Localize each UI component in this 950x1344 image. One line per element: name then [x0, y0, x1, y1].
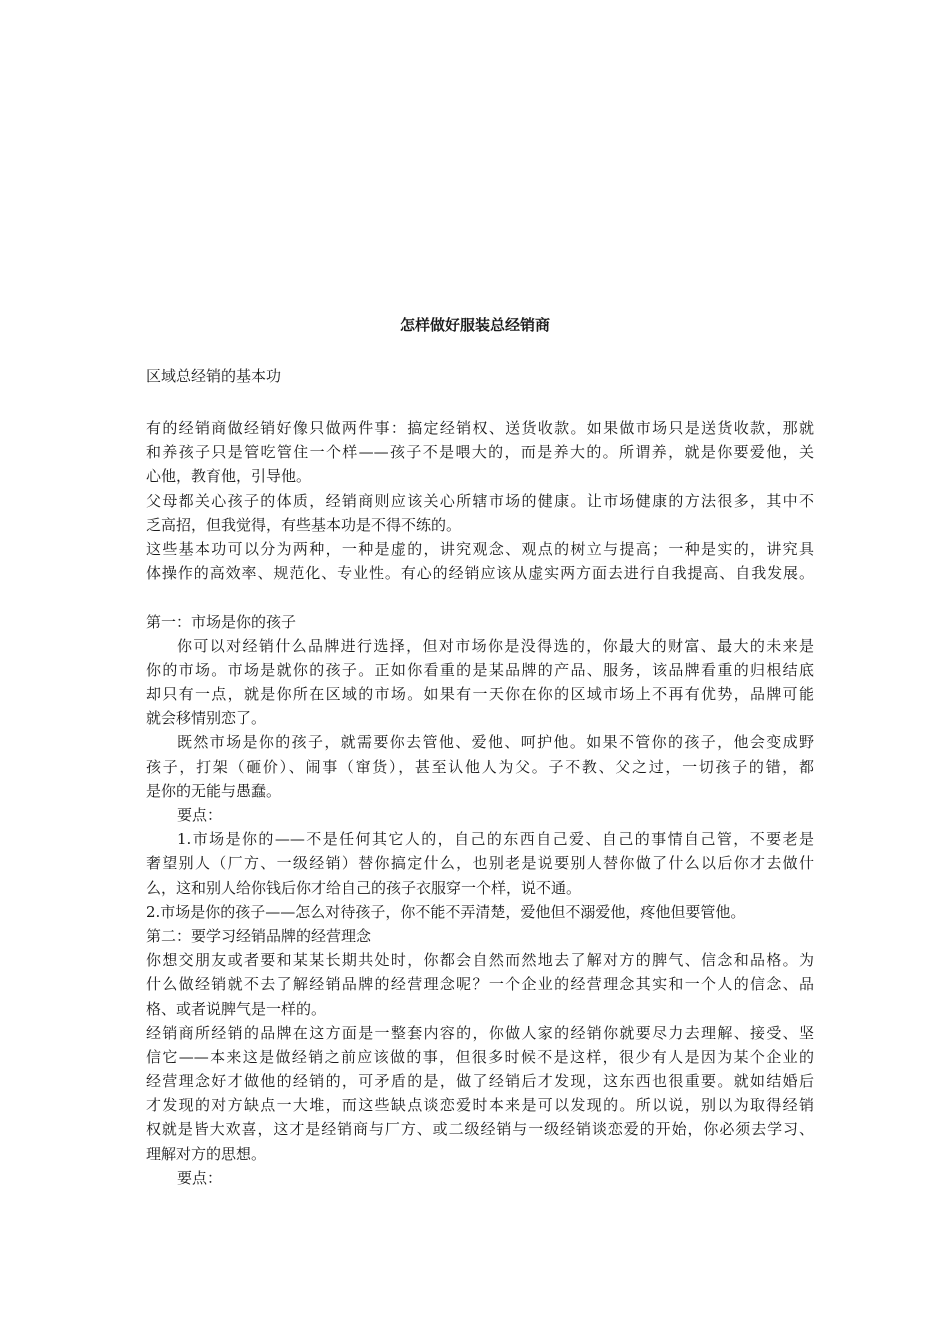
blank-line — [146, 585, 814, 609]
paragraph-line: 乏高招，但我觉得，有些基本功是不得不练的。 — [146, 515, 462, 534]
paragraph-line: 你想交朋友或者要和某某长期共处时，你都会自然而然地去了解对方的脾气、信念和品格。为 — [146, 951, 814, 970]
paragraph-line: 你的市场。市场是就你的孩子。正如你看重的是某品牌的产品、服务，该品牌看重的归根结底 — [146, 660, 814, 679]
document-title: 怎样做好服装总经销商 — [399, 316, 550, 334]
key-points-label: 要点： — [177, 1168, 223, 1187]
paragraph-line: 理解对方的思想。 — [146, 1144, 267, 1163]
section-heading: 第二：要学习经销品牌的经营理念 — [146, 926, 372, 945]
paragraph-line: 才发现的对方缺点一大堆，而这些缺点谈恋爱时本来是可以发现的。所以说，别以为取得经销 — [146, 1096, 814, 1115]
paragraph-line: 你可以对经销什么品牌进行选择，但对市场你是没得选的，你最大的财富、最大的未来是 — [177, 636, 814, 655]
document-body — [146, 416, 814, 1190]
paragraph-line: 经营理念好才做他的经销的，可矛盾的是，做了经销后才发现，这东西也很重要。就如结婚后 — [146, 1072, 814, 1091]
paragraph-line: 这些基本功可以分为两种，一种是虚的，讲究观念、观点的树立与提高；一种是实的，讲究具 — [146, 539, 814, 558]
paragraph-line: 1.市场是你的——不是任何其它人的，自己的东西自己爱、自己的事情自己管，不要老是 — [177, 830, 814, 849]
key-points-label: 要点： — [177, 806, 223, 824]
paragraph-line: 经销商所经销的品牌在这方面是一整套内容的，你做人家的经销你就要尽力去理解、接受、坚 — [146, 1023, 814, 1042]
document-subtitle: 区域总经销的基本功 — [146, 367, 282, 385]
paragraph-line: 却只有一点，就是你所在区域的市场。如果有一天你在你的区域市场上不再有优势，品牌可能 — [146, 685, 814, 704]
paragraph-line: 么，这和别人给你钱后你才给自己的孩子衣服穿一个样，说不通。 — [146, 878, 582, 897]
paragraph-line: 格、或者说脾气是一样的。 — [146, 999, 327, 1018]
paragraph-line: 和养孩子只是管吃管住一个样——孩子不是喂大的，而是养大的。所谓养，就是你要爱他，关 — [146, 443, 814, 462]
paragraph-line: 父母都关心孩子的体质，经销商则应该关心所辖市场的健康。让市场健康的方法很多，其中不 — [146, 491, 814, 510]
paragraph-line: 有的经销商做经销好像只做两件事：搞定经销权、送货收款。如果做市场只是送货收款，那就 — [146, 419, 814, 437]
paragraph-line: 2.市场是你的孩子——怎么对待孩子，你不能不弄清楚，爱他但不溺爱他，疼他但要管他。 — [146, 902, 746, 921]
paragraph-line: 心他，教育他，引导他。 — [146, 467, 312, 486]
paragraph-line: 奢望别人（厂方、一级经销）替你搞定什么，也别老是说要别人替你做了什么以后你才去做什 — [146, 854, 814, 873]
paragraph-line: 什么做经销就不去了解经销品牌的经营理念呢？一个企业的经营理念其实和一个人的信念、品 — [146, 975, 814, 994]
paragraph-line: 就会移情别恋了。 — [146, 709, 267, 728]
paragraph-line: 信它——本来这是做经销之前应该做的事，但很多时候不是这样，很少有人是因为某个企业的 — [146, 1047, 814, 1066]
paragraph-line: 既然市场是你的孩子，就需要你去管他、爱他、呵护他。如果不管你的孩子，他会变成野 — [177, 733, 814, 752]
paragraph-line: 是你的无能与愚蠢。 — [146, 781, 282, 800]
paragraph-line: 权就是皆大欢喜，这才是经销商与厂方、或二级经销与一级经销谈恋爱的开始，你必须去学习、 — [146, 1120, 814, 1139]
paragraph-line: 体操作的高效率、规范化、专业性。有心的经销应该从虚实两方面去进行自我提高、自我发展。 — [146, 564, 814, 583]
paragraph-line: 孩子，打架（砸价）、闹事（窜货），甚至认他人为父。子不教、父之过，一切孩子的错，都 — [146, 757, 814, 776]
section-heading: 第一：市场是你的孩子 — [146, 612, 297, 631]
